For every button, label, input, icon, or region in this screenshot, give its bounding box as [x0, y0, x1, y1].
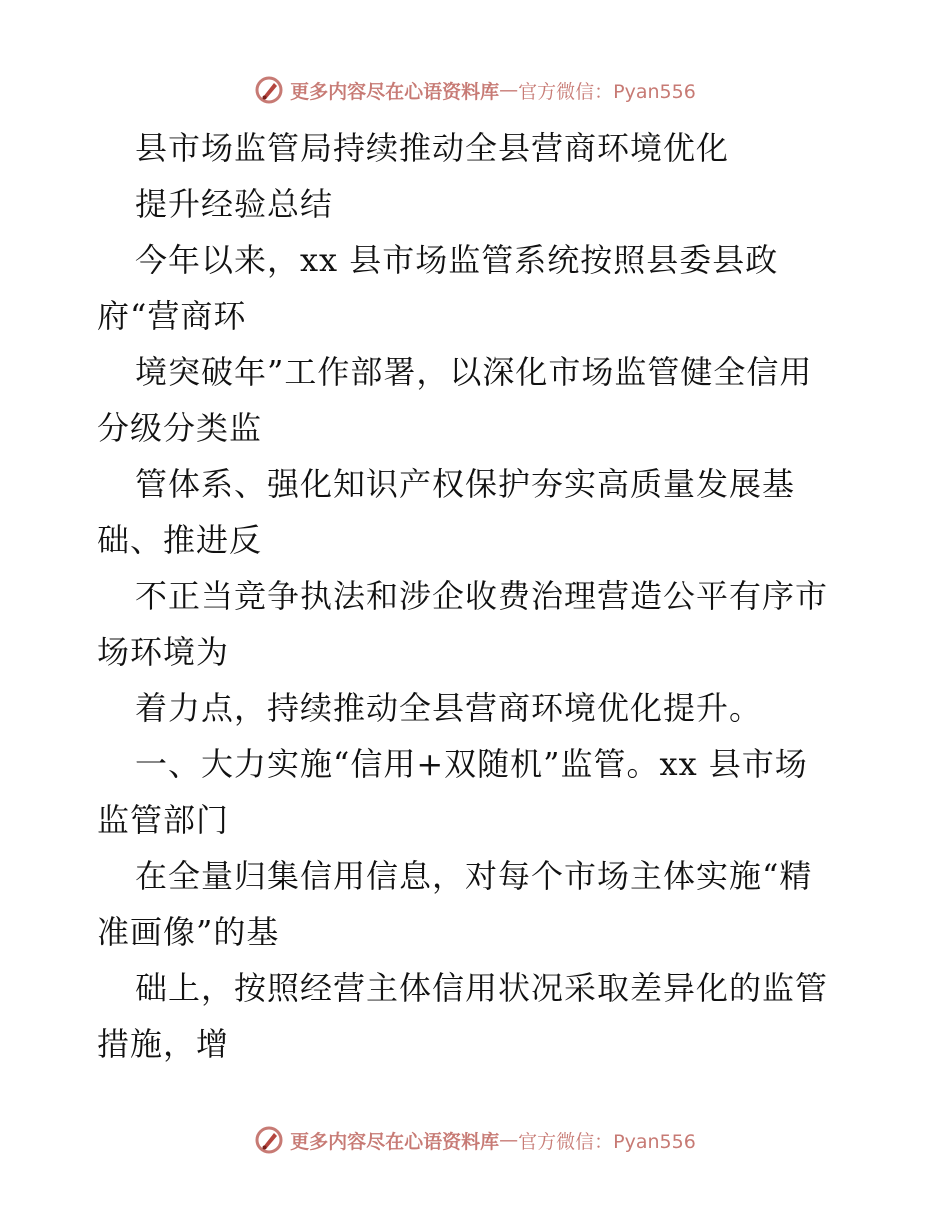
document-line: 措施，增: [97, 1025, 230, 1063]
document-line: 今年以来，xx 县市场监管系统按照县委县政: [135, 241, 779, 279]
document-line: 府“营商环: [97, 297, 247, 335]
header-banner: [0, 70, 950, 110]
document-line: 准画像”的基: [97, 913, 280, 951]
document-line: 着力点，持续推动全县营商环境优化提升。: [135, 689, 763, 727]
pen-nib-logo-icon: [254, 75, 284, 105]
banner-contact: 官方微信：Pyan556: [518, 80, 696, 103]
document-line: 境突破年”工作部署，以深化市场监管健全信用: [135, 353, 813, 391]
document-body: [97, 120, 887, 1072]
document-line: 监管部门: [97, 801, 230, 839]
document-line: 场环境为: [97, 633, 230, 671]
banner-dash: —: [499, 79, 519, 101]
pen-nib-logo-icon: [254, 1125, 284, 1155]
document-line: 管体系、强化知识产权保护夯实高质量发展基: [135, 465, 796, 503]
document-line: 提升经验总结: [135, 185, 334, 223]
footer-banner: [0, 1120, 950, 1160]
banner-dash: —: [499, 1129, 519, 1151]
document-line: 不正当竞争执法和涉企收费治理营造公平有序市: [135, 577, 829, 615]
document-line: 在全量归集信用信息，对每个市场主体实施“精: [135, 857, 813, 895]
banner-text: 更多内容尽在心语资料库: [290, 80, 500, 103]
document-line: 县市场监管局持续推动全县营商环境优化: [135, 129, 730, 167]
document-line: 分级分类监: [97, 409, 263, 447]
banner-text: 更多内容尽在心语资料库: [290, 1130, 500, 1153]
banner-contact: 官方微信：Pyan556: [518, 1130, 696, 1153]
document-line: 一、大力实施“信用+双随机”监管。xx 县市场: [135, 745, 808, 783]
document-line: 础上，按照经营主体信用状况采取差异化的监管: [135, 969, 829, 1007]
document-line: 础、推进反: [97, 521, 263, 559]
